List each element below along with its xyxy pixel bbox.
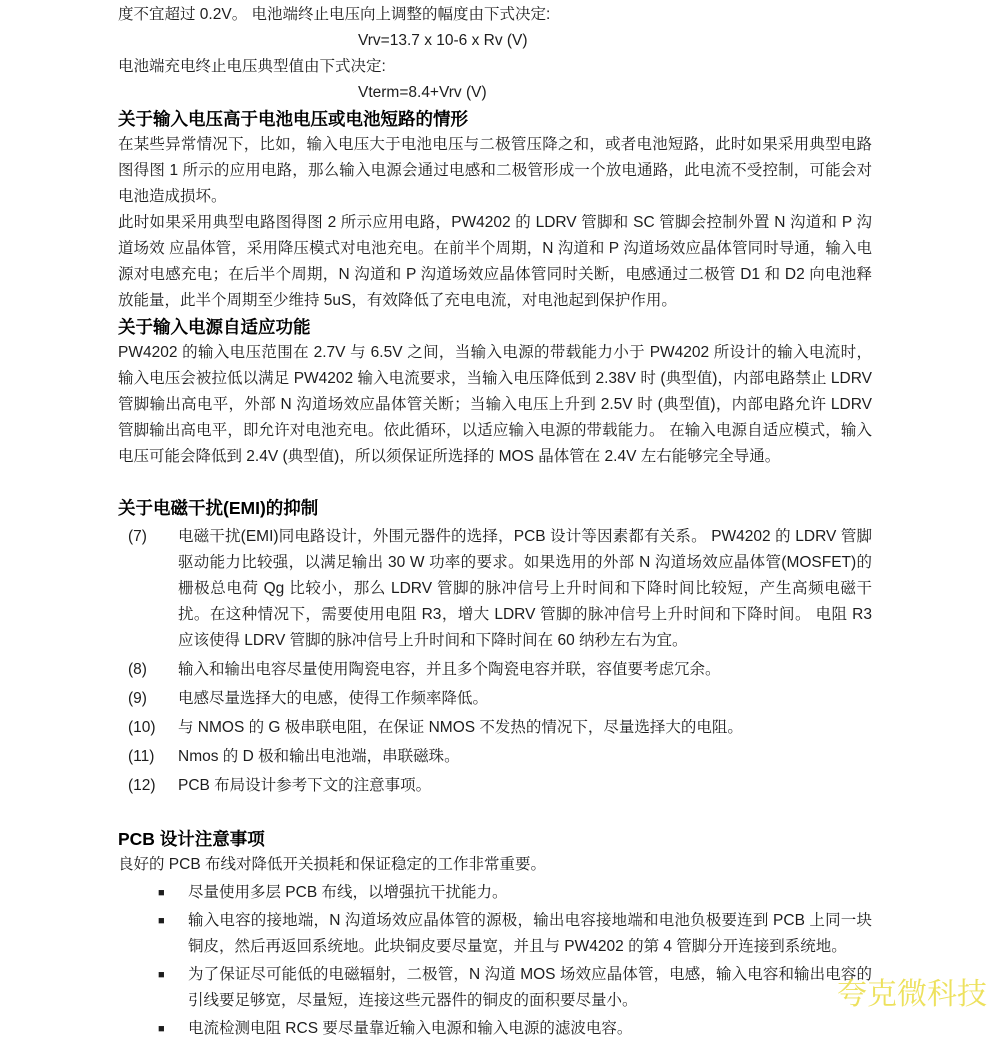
item-number: (12)	[128, 777, 156, 794]
section-heading-emi: 关于电磁干扰(EMI)的抑制	[118, 498, 319, 518]
pcb-bullet-2	[118, 908, 872, 960]
item-number: (11)	[128, 748, 155, 765]
pcb-bullet-1	[118, 880, 872, 906]
formula-vterm: Vterm=8.4+Vrv (V)	[358, 84, 487, 101]
section-heading-input-overvoltage: 关于输入电压高于电池电压或电池短路的情形	[118, 109, 468, 129]
emi-item-11	[118, 744, 872, 770]
item-text: PCB 布局设计参考下文的注意事项。	[178, 777, 432, 794]
emi-item-8	[118, 657, 872, 683]
item-text: 电磁干扰(EMI)同电路设计，外围元器件的选择，PCB 设计等因素都有关系。 PW4202 的 LDRV 管脚驱动能力比较强，以满足输出 30 W 功率的要求。如果选用的外部 N 沟道场效应晶体管(MOSFET)的栅极总电荷 Qg 比较小，那么 LDRV 管脚的脉冲信号上升时间和下降时间比较短，产生高频电磁干扰。在这种情况下，需要使用电阻 R3，增大 LDRV 管脚的脉冲信号上升时间和下降时间。 电阻 R3 应该使得 LDRV 管脚的脉冲信号上升时间和下降时间在 60 纳秒左右为宜。	[178, 528, 872, 649]
bullet-square-icon: ■	[158, 887, 165, 899]
bullet-square-icon: ■	[158, 1023, 165, 1035]
paragraph-overvoltage-1: 在某些异常情况下，比如，输入电压大于电池电压与二极管压降之和，或者电池短路，此时如果采用典型电路图得图 1 所示的应用电路，那么输入电源会通过电感和二极管形成一个放电通路，此电流不受控制，可能会对电池造成损坏。	[118, 136, 872, 205]
item-number: (9)	[128, 690, 147, 707]
pcb-intro-line: 良好的 PCB 布线对降低开关损耗和保证稳定的工作非常重要。	[118, 856, 546, 873]
bullet-text: 尽量使用多层 PCB 布线，以增强抗干扰能力。	[188, 884, 508, 901]
bullet-square-icon: ■	[158, 915, 165, 927]
item-number: (10)	[128, 719, 156, 736]
paragraph-adaptive-1: PW4202 的输入电压范围在 2.7V 与 6.5V 之间，当输入电源的带载能力小于 PW4202 所设计的输入电流时，输入电压会被拉低以满足 PW4202 输入电流要求，当输入电压降低到 2.38V 时 (典型值)，内部电路禁止 LDRV 管脚输出高电平，外部 N 沟道场效应晶体管关断；当输入电压上升到 2.5V 时 (典型值)，内部电路允许 LDRV 管脚输出高电平，即允许对电池充电。依此循环，以适应输入电源的带载能力。 在输入电源自适应模式，输入电压可能会降低到 2.4V (典型值)，所以须保证所选择的 MOS 晶体管在 2.4V 左右能够完全导通。	[118, 344, 872, 465]
emi-item-10	[118, 715, 872, 741]
item-number: (7)	[128, 528, 147, 545]
item-text: 电感尽量选择大的电感，使得工作频率降低。	[178, 690, 489, 707]
section-heading-input-adaptive: 关于输入电源自适应功能	[118, 317, 311, 337]
paragraph-overvoltage-2: 此时如果采用典型电路图得图 2 所示应用电路，PW4202 的 LDRV 管脚和 SC 管脚会控制外置 N 沟道和 P 沟道场效 应晶体管，采用降压模式对电池充电。在前半个周期，N 沟道和 P 沟道场效应晶体管同时导通，输入电源对电感充电；在后半个周期，N 沟道和 P 沟道场效应晶体管同时关断，电感通过二极管 D1 和 D2 向电池释放能量，此半个周期至少维持 5uS，有效降低了充电电流，对电池起到保护作用。	[118, 214, 872, 309]
bullet-square-icon: ■	[158, 969, 165, 981]
formula-vrv: Vrv=13.7 x 10-6 x Rv (V)	[358, 32, 528, 49]
pcb-bullet-4	[118, 1016, 872, 1042]
bullet-text: 电流检测电阻 RCS 要尽量靠近输入电源和输入电源的滤波电容。	[188, 1020, 633, 1037]
intro-line-2: 电池端充电终止电压典型值由下式决定:	[118, 58, 386, 75]
item-text: Nmos 的 D 极和输出电池端，串联磁珠。	[178, 748, 460, 765]
item-number: (8)	[128, 661, 147, 678]
emi-item-12	[118, 773, 872, 799]
bullet-text: 为了保证尽可能低的电磁辐射，二极管，N 沟道 MOS 场效应晶体管，电感，输入电容和输出电容的引线要足够宽，尽量短，连接这些元器件的铜皮的面积要尽量小。	[188, 966, 872, 1009]
bullet-text: 输入电容的接地端，N 沟道场效应晶体管的源极，输出电容接地端和电池负极要连到 PCB 上同一块铜皮，然后再返回系统地。此块铜皮要尽量宽，并且与 PW4202 的第 4 管脚分开连接到系统地。	[188, 912, 872, 955]
emi-item-7	[118, 524, 872, 654]
watermark-text: 夸克微科技	[837, 978, 987, 1011]
emi-item-9	[118, 686, 872, 712]
section-heading-pcb: PCB 设计注意事项	[118, 829, 265, 849]
item-text: 输入和输出电容尽量使用陶瓷电容，并且多个陶瓷电容并联，容值要考虑冗余。	[178, 661, 721, 678]
item-text: 与 NMOS 的 G 极串联电阻，在保证 NMOS 不发热的情况下，尽量选择大的电阻。	[178, 719, 743, 736]
intro-line-1: 度不宜超过 0.2V。 电池端终止电压向上调整的幅度由下式决定:	[118, 6, 551, 23]
document-content	[118, 2, 872, 1042]
pcb-bullet-3	[118, 962, 872, 1014]
